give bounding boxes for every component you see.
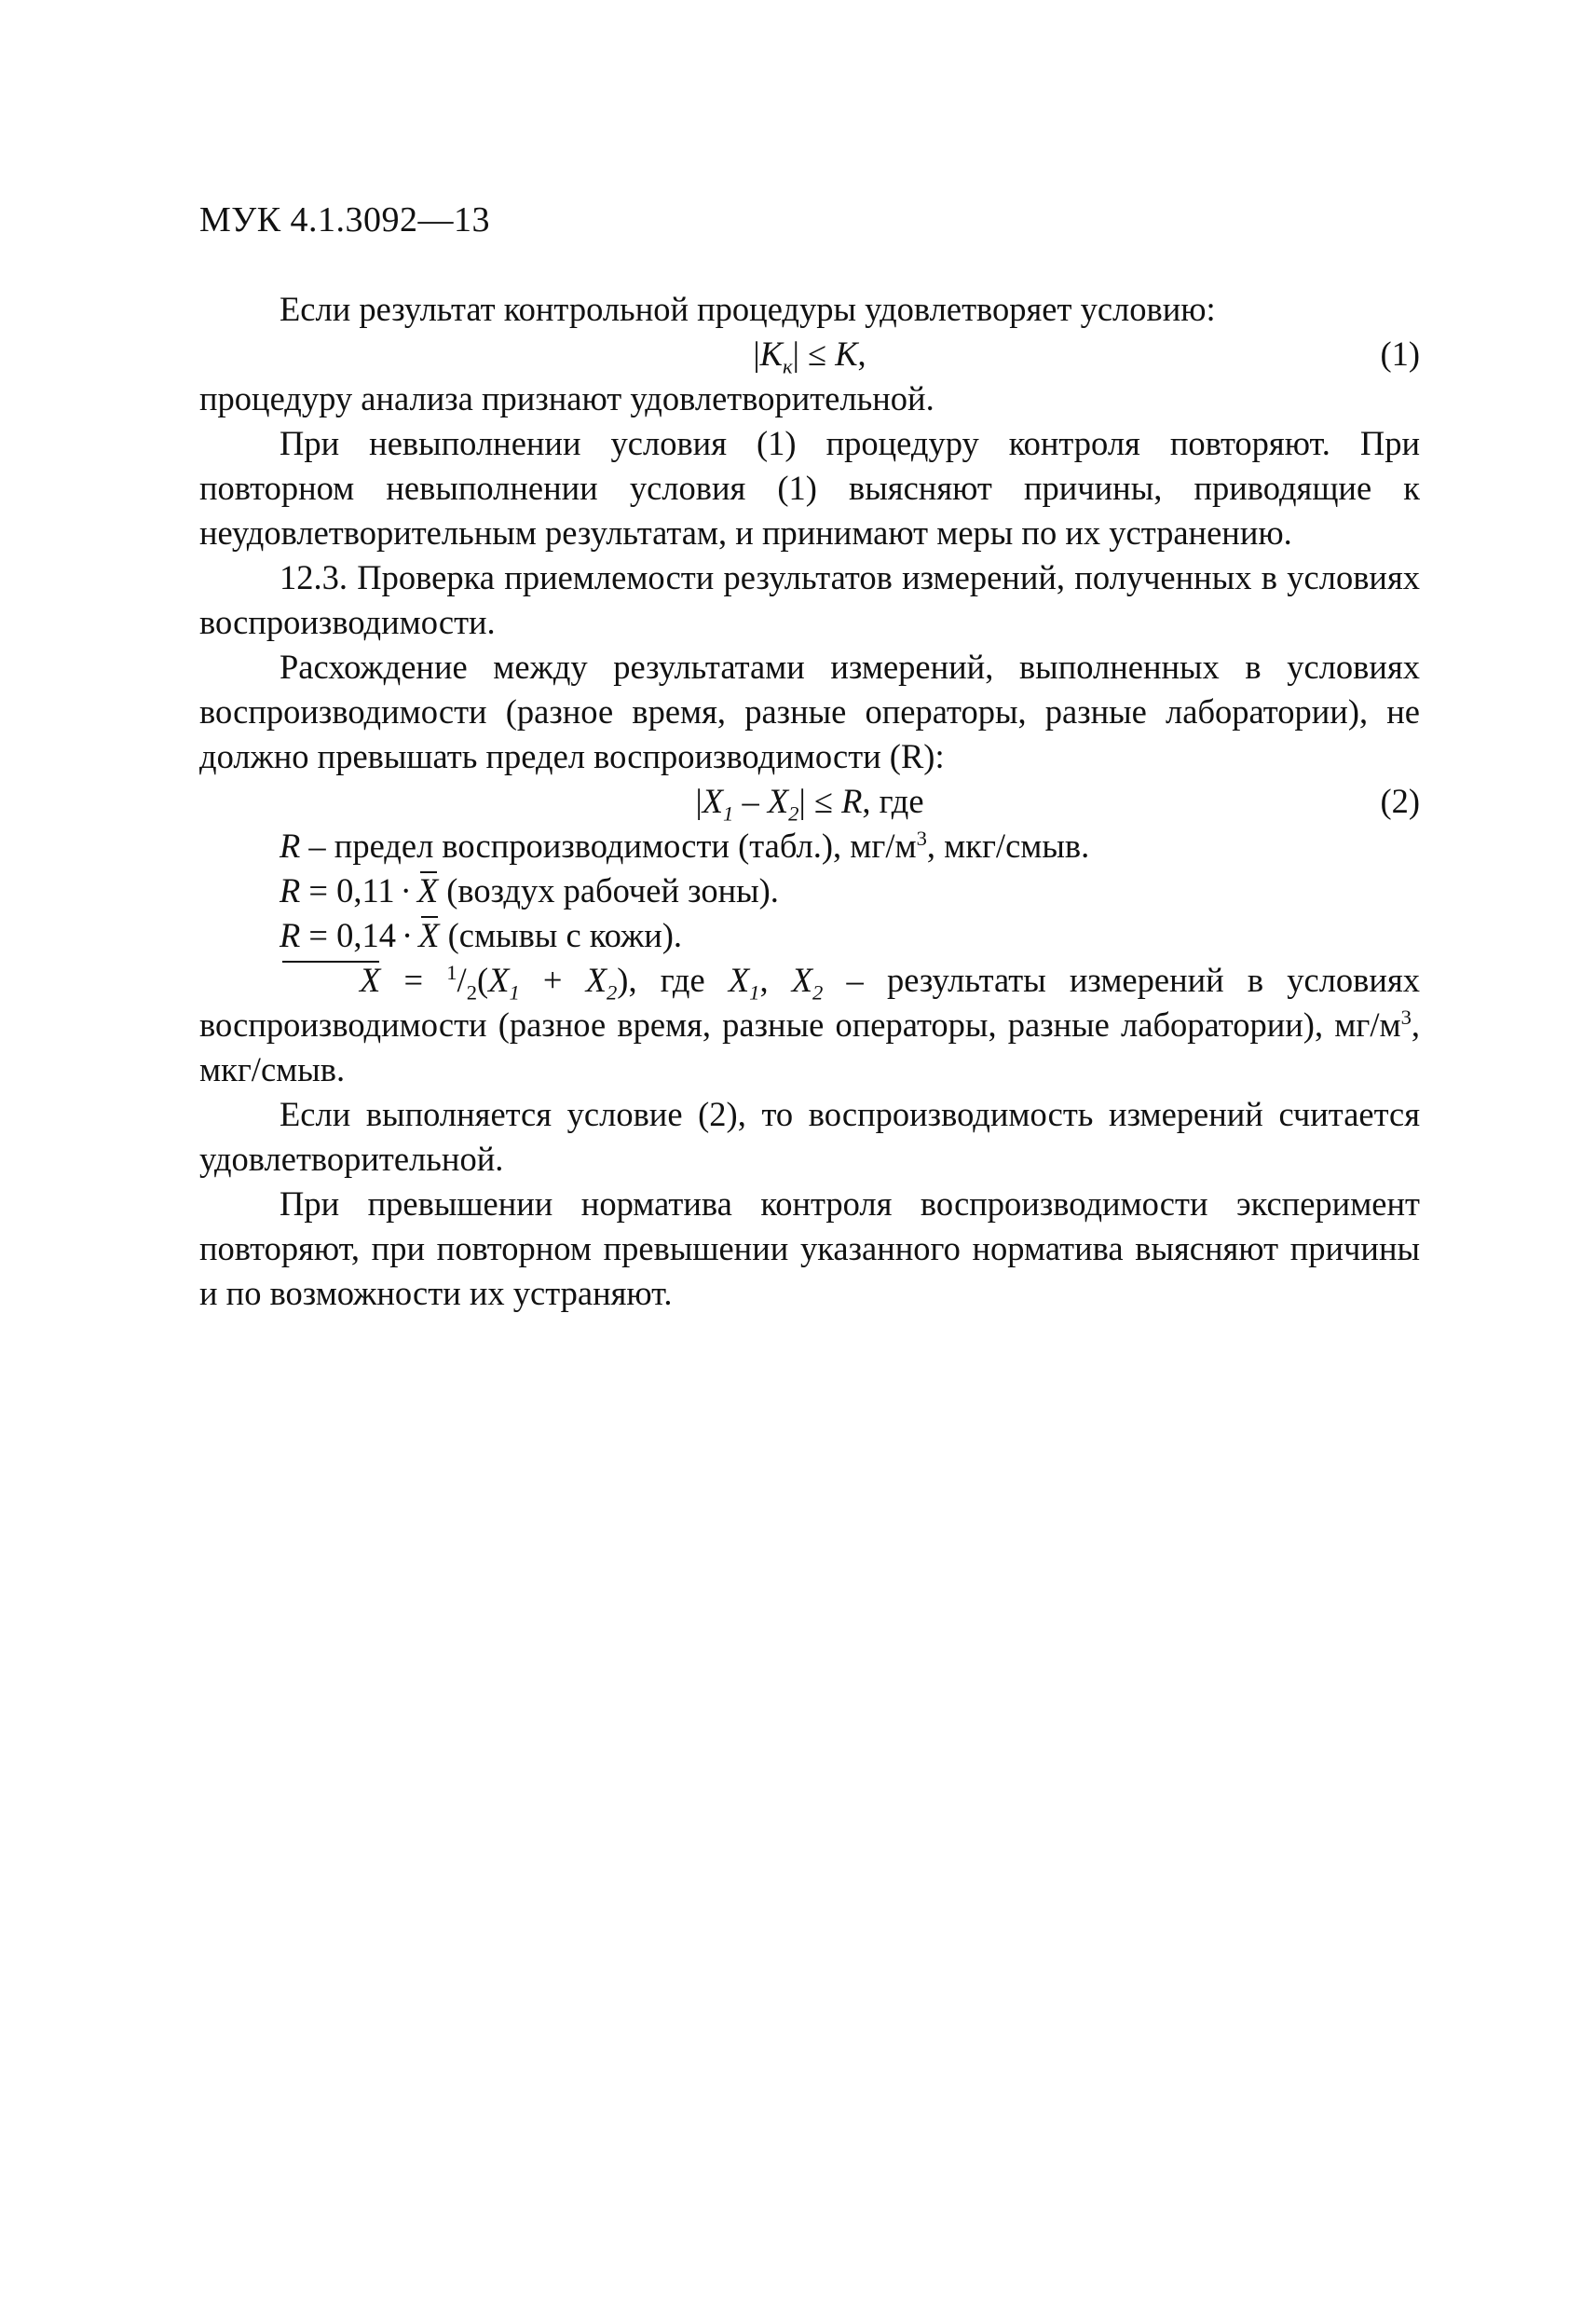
equation-2 (199, 779, 1420, 824)
equation-1-number: (1) (1380, 335, 1420, 373)
equation-1-expression: $|K_к| \le K$, (753, 335, 866, 378)
document-code-header: МУК 4.1.3092—13 (199, 200, 491, 239)
equation-2-expression: $|X_1 - X_2| \le R$, где (695, 782, 924, 826)
paragraph-procedure-accepted: процедуру анализа признают удовлетворительной. (199, 379, 934, 417)
paragraph-condition-intro: Если результат контрольной процедуры удовлетворяет условию: (280, 290, 1216, 328)
document-page (199, 198, 1420, 1316)
definition-r: R – предел воспроизводимости (табл.), $мг/м^3$, мкг/смыв. (280, 826, 1090, 865)
paragraph-exceeding-norm: При превышении норматива контроля воспроизводимости эксперимент повторяют, при повторном превышении указанного норматива выясняют причины и по возможности их устраняют. (199, 1184, 1420, 1312)
definition-r-skin: R = 0,14 · X (смывы с кожи). (199, 913, 1420, 958)
equation-1 (199, 332, 1420, 376)
equation-2-number: (2) (1380, 782, 1420, 820)
definition-x-mean: $X = ^1/_2(X_1 + X_2)$, где $X_1$, $X_2$ – результаты измерений в условиях воспроизводимости (разное время, разные операторы, разные лаборатории), $мг/м^3$, мкг/смыв. (199, 958, 1420, 1092)
paragraph-repeat-control: При невыполнении условия (1) процедуру контроля повторяют. При повторном невыполнении условия (1) выясняют причины, приводящие к неудовлетворительным результатам, и принимают меры по их устранению. (199, 424, 1420, 552)
paragraph-reproducibility-ok: Если выполняется условие (2), то воспроизводимость измерений считается удовлетворительной. (199, 1095, 1420, 1178)
paragraph-discrepancy: Расхождение между результатами измерений, выполненных в условиях воспроизводимости (разное время, разные операторы, разные лаборатории), не должно превышать предел воспроизводимости (R): (199, 648, 1420, 775)
definition-r-air: R = 0,11 · X (воздух рабочей зоны). (199, 869, 1420, 913)
section-heading-12-3: 12.3. Проверка приемлемости результатов измерений, полученных в условиях воспроизводимости. (199, 558, 1420, 641)
